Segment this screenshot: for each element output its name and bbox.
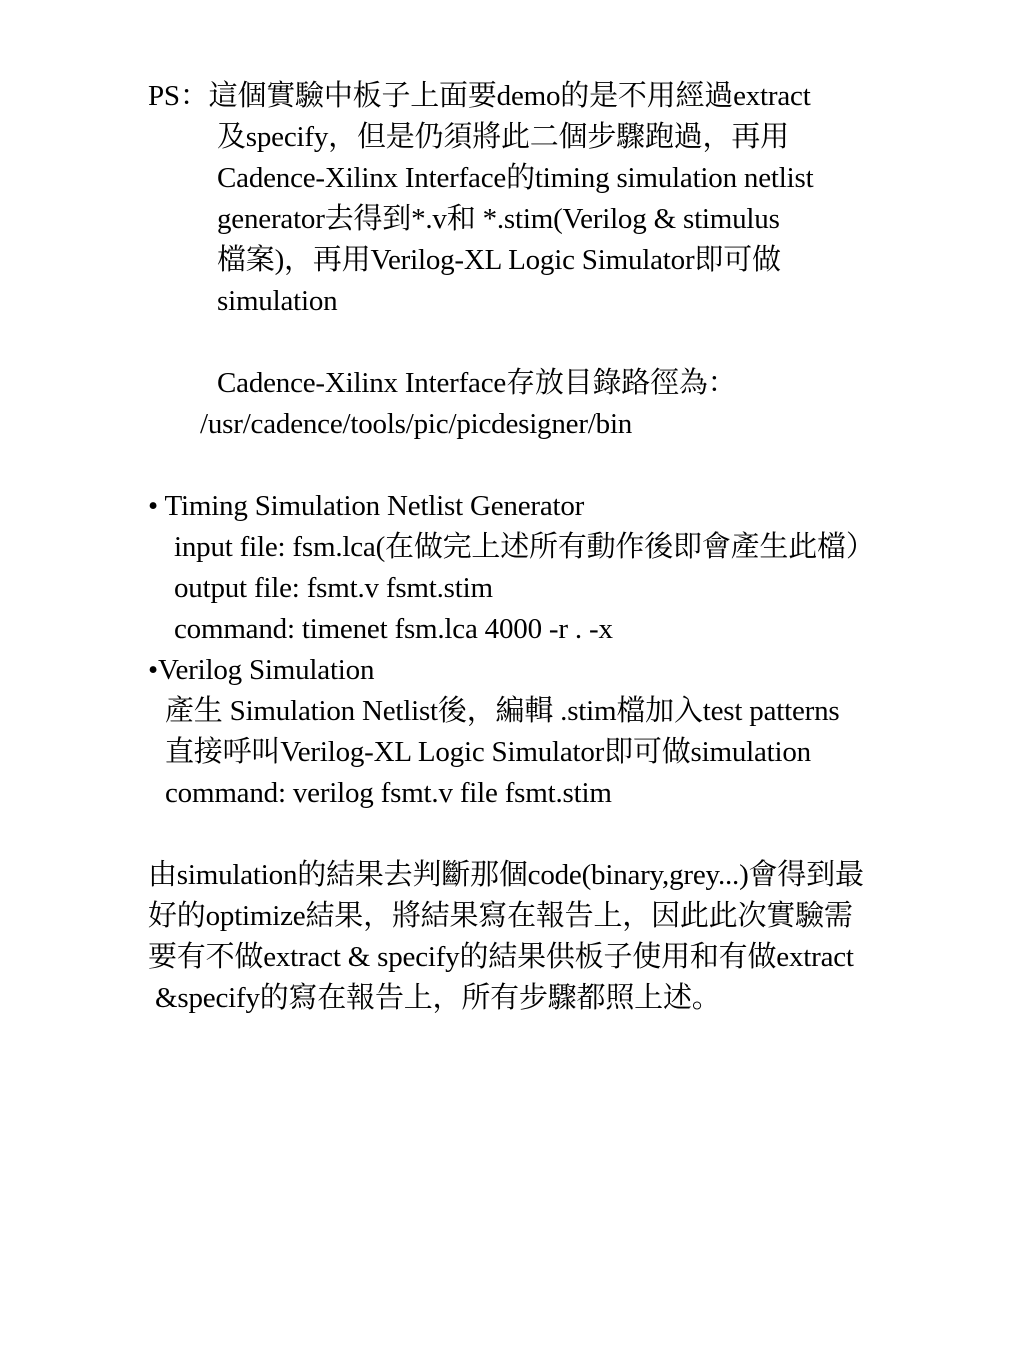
- ps-note-line-3: Cadence-Xilinx Interface的timing simulation netlist: [217, 162, 814, 194]
- conclusion-line-1: 由simulation的結果去判斷那個code(binary,grey...)會得到最: [148, 859, 864, 891]
- timing-command: command: timenet fsm.lca 4000 -r . -x: [174, 613, 613, 645]
- verilog-command: command: verilog fsmt.v file fsmt.stim: [165, 777, 612, 809]
- verilog-line-2: 直接呼叫Verilog-XL Logic Simulator即可做simulation: [165, 736, 811, 768]
- conclusion-line-4: &specify的寫在報告上，所有步驟都照上述。: [148, 982, 721, 1014]
- ps-note-line-6: simulation: [217, 285, 338, 317]
- ps-note-line-5: 檔案)，再用Verilog-XL Logic Simulator即可做: [217, 244, 781, 276]
- timing-heading: • Timing Simulation Netlist Generator: [148, 490, 585, 522]
- verilog-line-1: 產生 Simulation Netlist後，編輯 .stim檔加入test patterns: [165, 695, 840, 727]
- timing-output-file: output file: fsmt.v fsmt.stim: [174, 572, 493, 604]
- conclusion-line-2: 好的optimize結果，將結果寫在報告上，因此此次實驗需: [148, 900, 853, 932]
- ps-note-line-2: 及specify，但是仍須將此二個步驟跑過，再用: [217, 121, 789, 153]
- timing-input-file: input file: fsm.lca(在做完上述所有動作後即會產生此檔）: [174, 531, 875, 563]
- path-label: Cadence-Xilinx Interface存放目錄路徑為：: [217, 367, 737, 399]
- verilog-heading: •Verilog Simulation: [148, 654, 375, 686]
- path-value: /usr/cadence/tools/pic/picdesigner/bin: [200, 408, 633, 440]
- ps-note-line-4: generator去得到*.v和 *.stim(Verilog & stimulus: [217, 203, 780, 235]
- conclusion-line-3: 要有不做extract & specify的結果供板子使用和有做extract: [148, 941, 854, 973]
- ps-note-line-1: PS：這個實驗中板子上面要demo的是不用經過extract: [148, 80, 811, 112]
